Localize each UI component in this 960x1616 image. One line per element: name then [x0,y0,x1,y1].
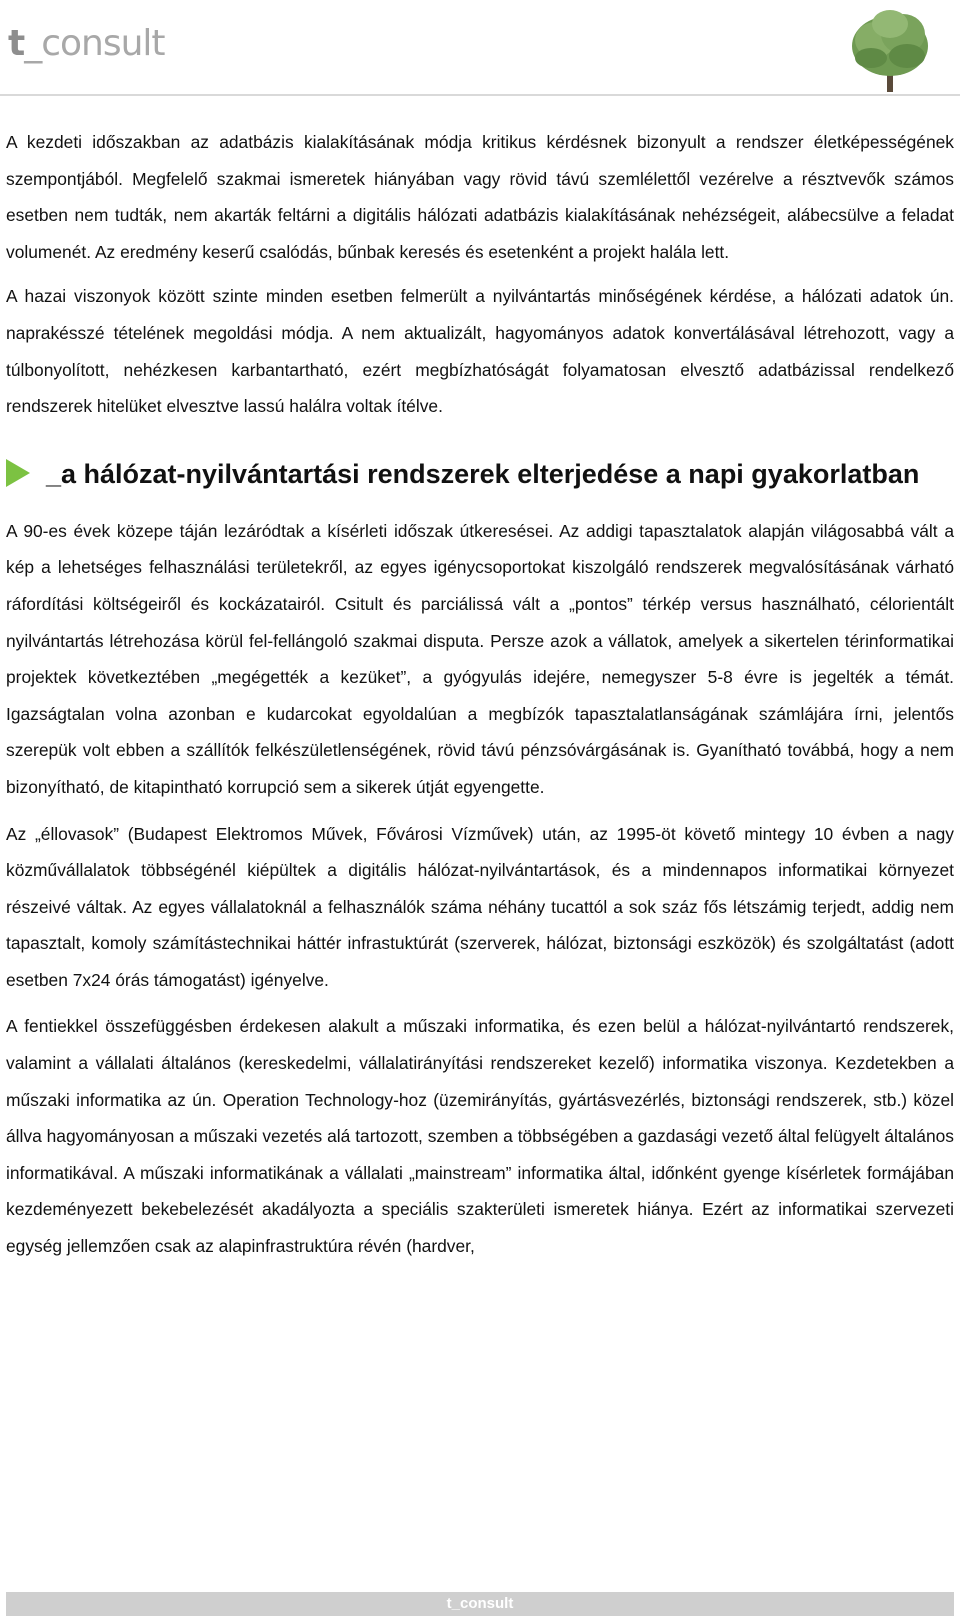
page-header [0,0,960,96]
tree-logo-icon [845,4,935,94]
section-heading [6,457,954,491]
t-consult-logo [8,23,165,64]
logo-rest-part: _consult [24,23,165,64]
header-divider [0,94,960,96]
page-footer [6,1592,954,1616]
document-body [6,124,954,1275]
logo-bold-part: t [8,23,25,64]
paragraph-section-2: Az „éllovasok” (Budapest Elektromos Művek, Fővárosi Vízművek) után, az 1995-öt követő mintegy 10 évben a nagy közművállalatok többségénél kiépültek a digitális hálózat-nyilvántartások, és a mindennapos informatikai környezet részeivé váltak. Az egyes vállalatoknál a felhasználók száma néhány tucattól a sok száz fős létszámig terjedt, addig nem tapasztalt, komoly számítástechnikai háttér infrastuktúrát (szerverek, hálózat, biztonsági eszközök) és szolgáltatást (adott esetben 7x24 órás támogatást) igényelve. [6,823,954,990]
footer-label: t_consult [446,1595,514,1612]
paragraph-intro-1: A kezdeti időszakban az adatbázis kialakításának módja kritikus kérdésnek bizonyult a rendszer életképességének szempontjából. Megfelelő szakmai ismeretek hiányában vagy rövid távú szemlélettől vezérelve a résztvevők számos esetben nem tudták, nem akarták feltárni a digitális hálózati adatbázis kialakításának nehézségeit, alábecsülve a feladat volumenét. Az eredmény keserű csalódás, bűnbak keresés és esetenként a projekt halála lett. [6,132,954,262]
paragraph-intro-2: A hazai viszonyok között szinte minden esetben felmerült a nyilvántartás minőségének kérdése, a hálózati adatok ún. naprakésszé tételének megoldási módja. A nem aktualizált, hagyományos adatok konvertálásával létrehozott, vagy a túlbonyolított, nehézkesen karbantartható, ezért megbízhatóságát folyamatosan elvesztő adatbázissal rendelkező rendszerek hitelüket elvesztve lassú halálra voltak ítélve. [6,286,954,417]
paragraph-section-3: A fentiekkel összefüggésben érdekesen alakult a műszaki informatika, és ezen belül a hálózat-nyilvántartó rendszerek, valamint a vállalati általános (kereskedelmi, vállalatirányítási rendszereket kezelő) informatika viszonya. Kezdetekben a műszaki informatika az ún. Operation Technology-hoz (üzemirányítás, gyártásvezérlés, biztonsági rendszerek, stb.) közel állva hagyományosan a műszaki vezetés alá tartozott, szemben a többségében a gazdasági vezető által felügyelt általános informatikával. A műszaki informatikának a vállalati „mainstream” informatika által, időnként gyenge kísérletek formájában kezdeményezett bekebelezését akadályozta a speciális szakterületi ismeretek hiánya. Ezért az informatikai szervezeti egység jellemzően csak az alapinfrastruktúra révén (hardver, [6,1016,954,1257]
section-heading-text: _a hálózat-nyilvántartási rendszerek elterjedése a napi gyakorlatban [46,458,920,489]
green-triangle-icon [6,459,30,487]
paragraph-section-1: A 90-es évek közepe táján lezáródtak a kísérleti időszak útkeresései. Az addigi tapasztalatok alapján világosabbá vált a kép a lehetséges felhasználási területekről, az egyes igénycsoportokat kiszolgáló rendszerek megvalósításának várható ráfordítási költségeiről és kockázatairól. Csitult és parciálissá vált a „pontos” térkép versus használható, célorientált nyilvántartás létrehozása körül fel-fellángoló szakmai disputa. Persze azok a vállatok, amelyek a sikertelen térinformatikai projektek következtében „megégették a kezüket”, a gyógyulás idejére, nemegyszer 5-8 évre is jegelték a témát. Igazságtalan volna azonban e kudarcokat egyoldalúan a megbízók tapasztalatlanságának számlájára írni, jelentős szerepük volt ebben a szállítók felkészületlenségének, rövid távú pénzsóvárgásának is. Gyanítható továbbá, hogy a nem bizonyítható, de kitapintható korrupció sem a sikerek útját egyengette. [6,520,954,797]
